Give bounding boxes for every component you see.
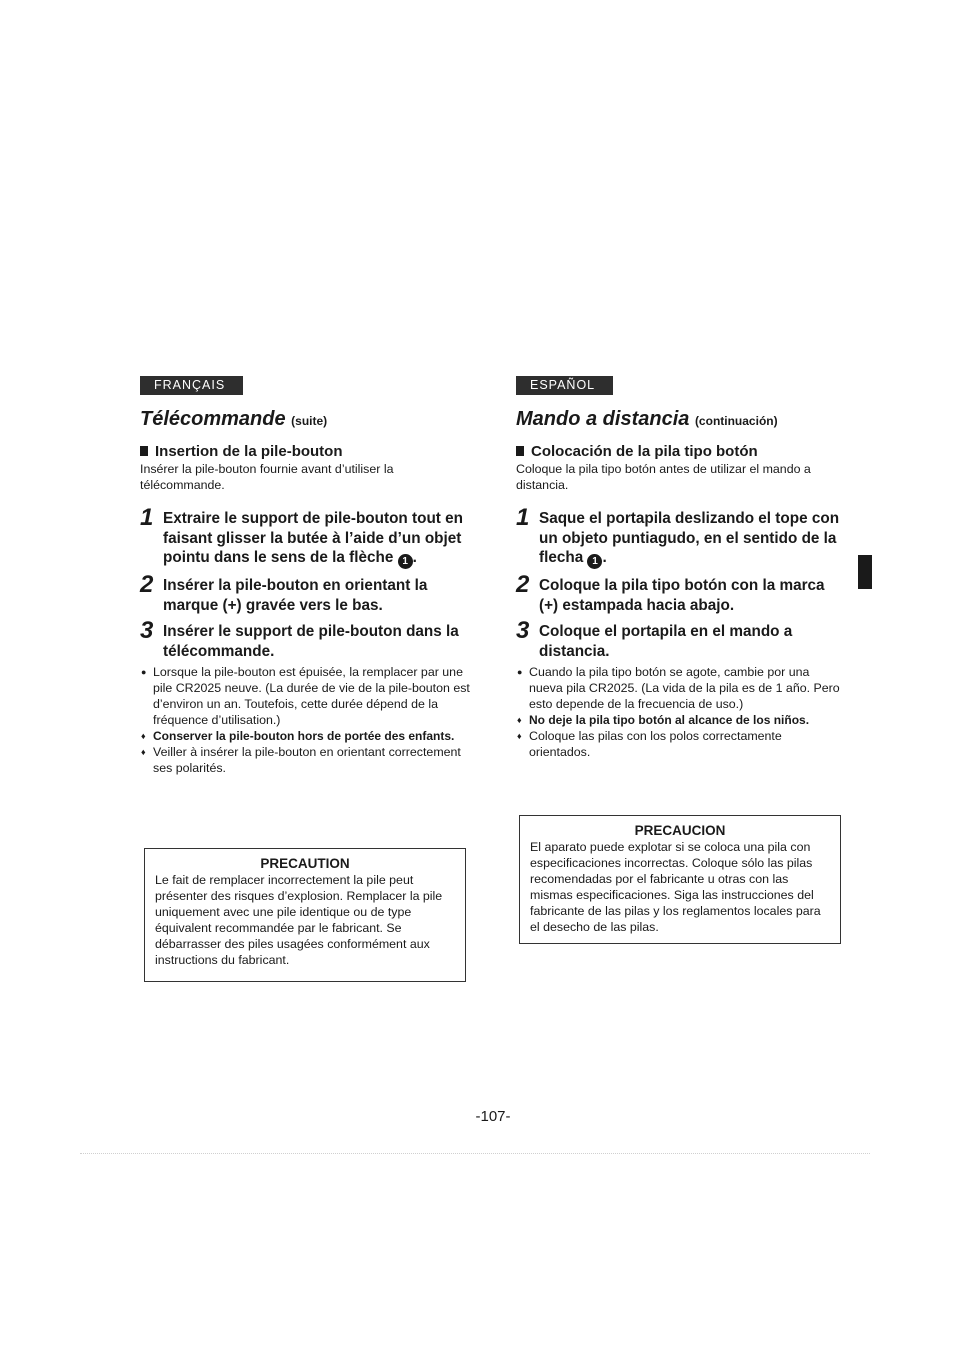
precaution-title: PRECAUTION (260, 856, 350, 871)
section-heading-text: Colocación de la pila tipo botón (531, 443, 758, 460)
diamond-bullet-icon: ♦ (517, 715, 522, 725)
step-number: 1 (140, 504, 154, 531)
note-item (516, 728, 846, 760)
step-text: Extraire le support de pile-bouton tout en faisant glisser la butée à l’aide d’un objet pointu dans le sens de la flèche (163, 510, 463, 566)
spanish-column (516, 376, 846, 760)
step-1: 1 Saque el portapila deslizando el tope con un objeto puntiagudo, en el sentido de la flecha 1 . (516, 504, 840, 567)
page-title-french (140, 407, 470, 433)
precaution-text: El aparato puede explotar si se coloca una pila con especificaciones incorrectas. Coloque sólo las pilas recomendadas por el fabricante u otras con las mismas especificaciones. Siga las instrucciones del fabricante de las pilas y los reglamentos locales para el desecho de las pilas. (530, 840, 821, 934)
title-text: Mando a distancia (516, 408, 690, 430)
circle-bullet-icon: ● (141, 667, 147, 677)
language-badge-french: FRANÇAIS (140, 376, 243, 395)
square-bullet-icon (516, 446, 524, 456)
precaution-text: Le fait de remplacer incorrectement la pile peut présenter des risques d’explosion. Remplacer la pile uniquement avec une pile identique ou de type équivalent recommandée par le fabricant. Se débarrasser des piles usagées conformément aux instructions du fabricant. (155, 873, 443, 967)
notes-list-french (140, 664, 470, 776)
section-heading-text: Insertion de la pile-bouton (155, 443, 343, 460)
diamond-bullet-icon: ♦ (141, 747, 146, 757)
step-2 (140, 571, 470, 615)
step-number: 3 (140, 617, 154, 644)
section-tab-marker (858, 555, 872, 589)
note-item (140, 664, 470, 728)
precaution-box-french (144, 848, 466, 982)
step-1: 1 Extraire le support de pile-bouton tout en faisant glisser la butée à l’aide d’un objet pointu dans le sens de la flèche 1 . (140, 504, 463, 567)
footer-divider (80, 1153, 870, 1154)
note-text: Veiller à insérer la pile-bouton en orientant correctement ses polarités. (153, 745, 461, 775)
steps-list-french (140, 504, 470, 661)
title-suffix: (continuación) (694, 414, 778, 428)
note-text: Conserver la pile-bouton hors de portée des enfants. (153, 729, 455, 743)
french-column (140, 376, 470, 776)
language-badge-spanish: ESPAÑOL (516, 376, 613, 395)
step-text: Coloque la pila tipo botón con la marca (+) estampada hacia abajo. (539, 577, 825, 614)
note-item (140, 744, 470, 776)
note-item (516, 664, 846, 712)
page-title-spanish (516, 407, 846, 433)
title-text: Télécommande (140, 408, 286, 430)
note-text: Coloque las pilas con los polos correctamente orientados. (529, 729, 782, 759)
step-3 (516, 617, 846, 661)
step-3 (140, 617, 470, 661)
intro-text-french: Insérer la pile-bouton fournie avant d’utiliser la télécommande. (140, 462, 394, 492)
note-item (516, 712, 846, 728)
notes-list-spanish (516, 664, 846, 760)
step-text: Insérer le support de pile-bouton dans la télécommande. (163, 623, 459, 660)
steps-list-spanish (516, 504, 846, 661)
step-2 (516, 571, 846, 615)
step-number: 3 (516, 617, 530, 644)
step-number: 2 (140, 571, 154, 598)
note-text: Cuando la pila tipo botón se agote, cambie por una nueva pila CR2025. (La vida de la pila es de 1 año. Pero esto depende de la frecuencia de uso.) (529, 665, 840, 711)
step-number: 1 (516, 504, 530, 531)
section-heading-french (140, 443, 470, 460)
note-text: No deje la pila tipo botón al alcance de los niños. (529, 713, 810, 727)
diamond-bullet-icon: ♦ (517, 731, 522, 741)
diamond-bullet-icon: ♦ (141, 731, 146, 741)
precaution-title: PRECAUCION (634, 823, 726, 838)
page-number: -107- (475, 1108, 511, 1125)
title-suffix: (suite) (291, 414, 328, 428)
step-text: Saque el portapila deslizando el tope con un objeto puntiagudo, en el sentido de la flecha (539, 510, 840, 566)
section-heading-spanish (516, 443, 846, 460)
step-number: 2 (516, 571, 530, 598)
intro-text-spanish: Coloque la pila tipo botón antes de utilizar el mando a distancia. (516, 462, 811, 492)
circle-bullet-icon: ● (517, 667, 523, 677)
arrow-marker-icon: 1 (587, 554, 602, 569)
precaution-box-spanish (519, 815, 841, 944)
step-text: Coloque el portapila en el mando a distancia. (539, 623, 793, 660)
step-text: Insérer la pile-bouton en orientant la marque (+) gravée vers le bas. (163, 577, 428, 614)
note-item (140, 728, 470, 744)
square-bullet-icon (140, 446, 148, 456)
note-text: Lorsque la pile-bouton est épuisée, la remplacer par une pile CR2025 neuve. (La durée de vie de la pile-bouton est d’environ un an. Toutefois, cette durée dépend de la fréquence d’utilisation.) (153, 665, 470, 727)
arrow-marker-icon: 1 (398, 554, 413, 569)
